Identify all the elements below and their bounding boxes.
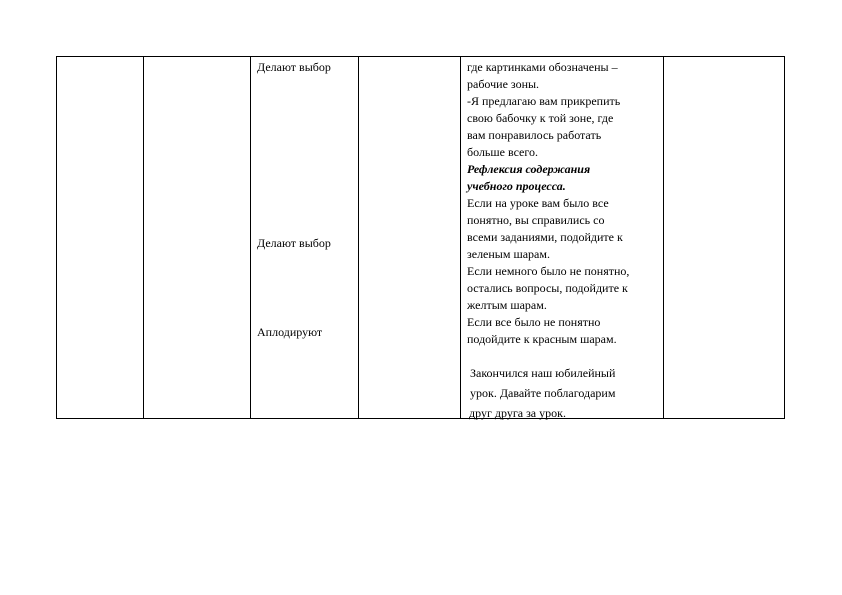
column-divider <box>460 57 461 418</box>
text-line: остались вопросы, подойдите к <box>467 281 628 295</box>
text-line: Если немного было не понятно, <box>467 264 630 278</box>
text-line: урок. Давайте поблагодарим <box>470 386 616 400</box>
student-action: Делают выбор <box>257 60 331 74</box>
text-line: где картинками обозначены – <box>467 60 618 74</box>
text-line: Закончился наш юбилейный <box>470 366 616 380</box>
section-heading: Рефлексия содержания <box>467 162 591 176</box>
text-line: друг друга за урок. <box>469 406 566 420</box>
text-line: зеленым шарам. <box>467 247 550 261</box>
student-action: Аплодируют <box>257 325 323 339</box>
column-divider <box>663 57 664 418</box>
text-line: понятно, вы справились со <box>467 213 605 227</box>
student-action: Делают выбор <box>257 236 331 250</box>
text-line: больше всего. <box>467 145 538 159</box>
text-line: всеми заданиями, подойдите к <box>467 230 623 244</box>
text-line: -Я предлагаю вам прикрепить <box>467 94 621 108</box>
text-line: свою бабочку к той зоне, где <box>467 111 614 125</box>
text-line: Если на уроке вам было все <box>467 196 609 210</box>
text-line: желтым шарам. <box>467 298 547 312</box>
text-line: вам понравилось работать <box>467 128 602 142</box>
section-heading: учебного процесса. <box>467 179 566 193</box>
column-divider <box>250 57 251 418</box>
text-line: рабочие зоны. <box>467 77 540 91</box>
lesson-table <box>56 56 785 419</box>
column-divider <box>358 57 359 418</box>
text-line: Если все было не понятно <box>467 315 601 329</box>
text-line: подойдите к красным шарам. <box>467 332 617 346</box>
column-divider <box>143 57 144 418</box>
